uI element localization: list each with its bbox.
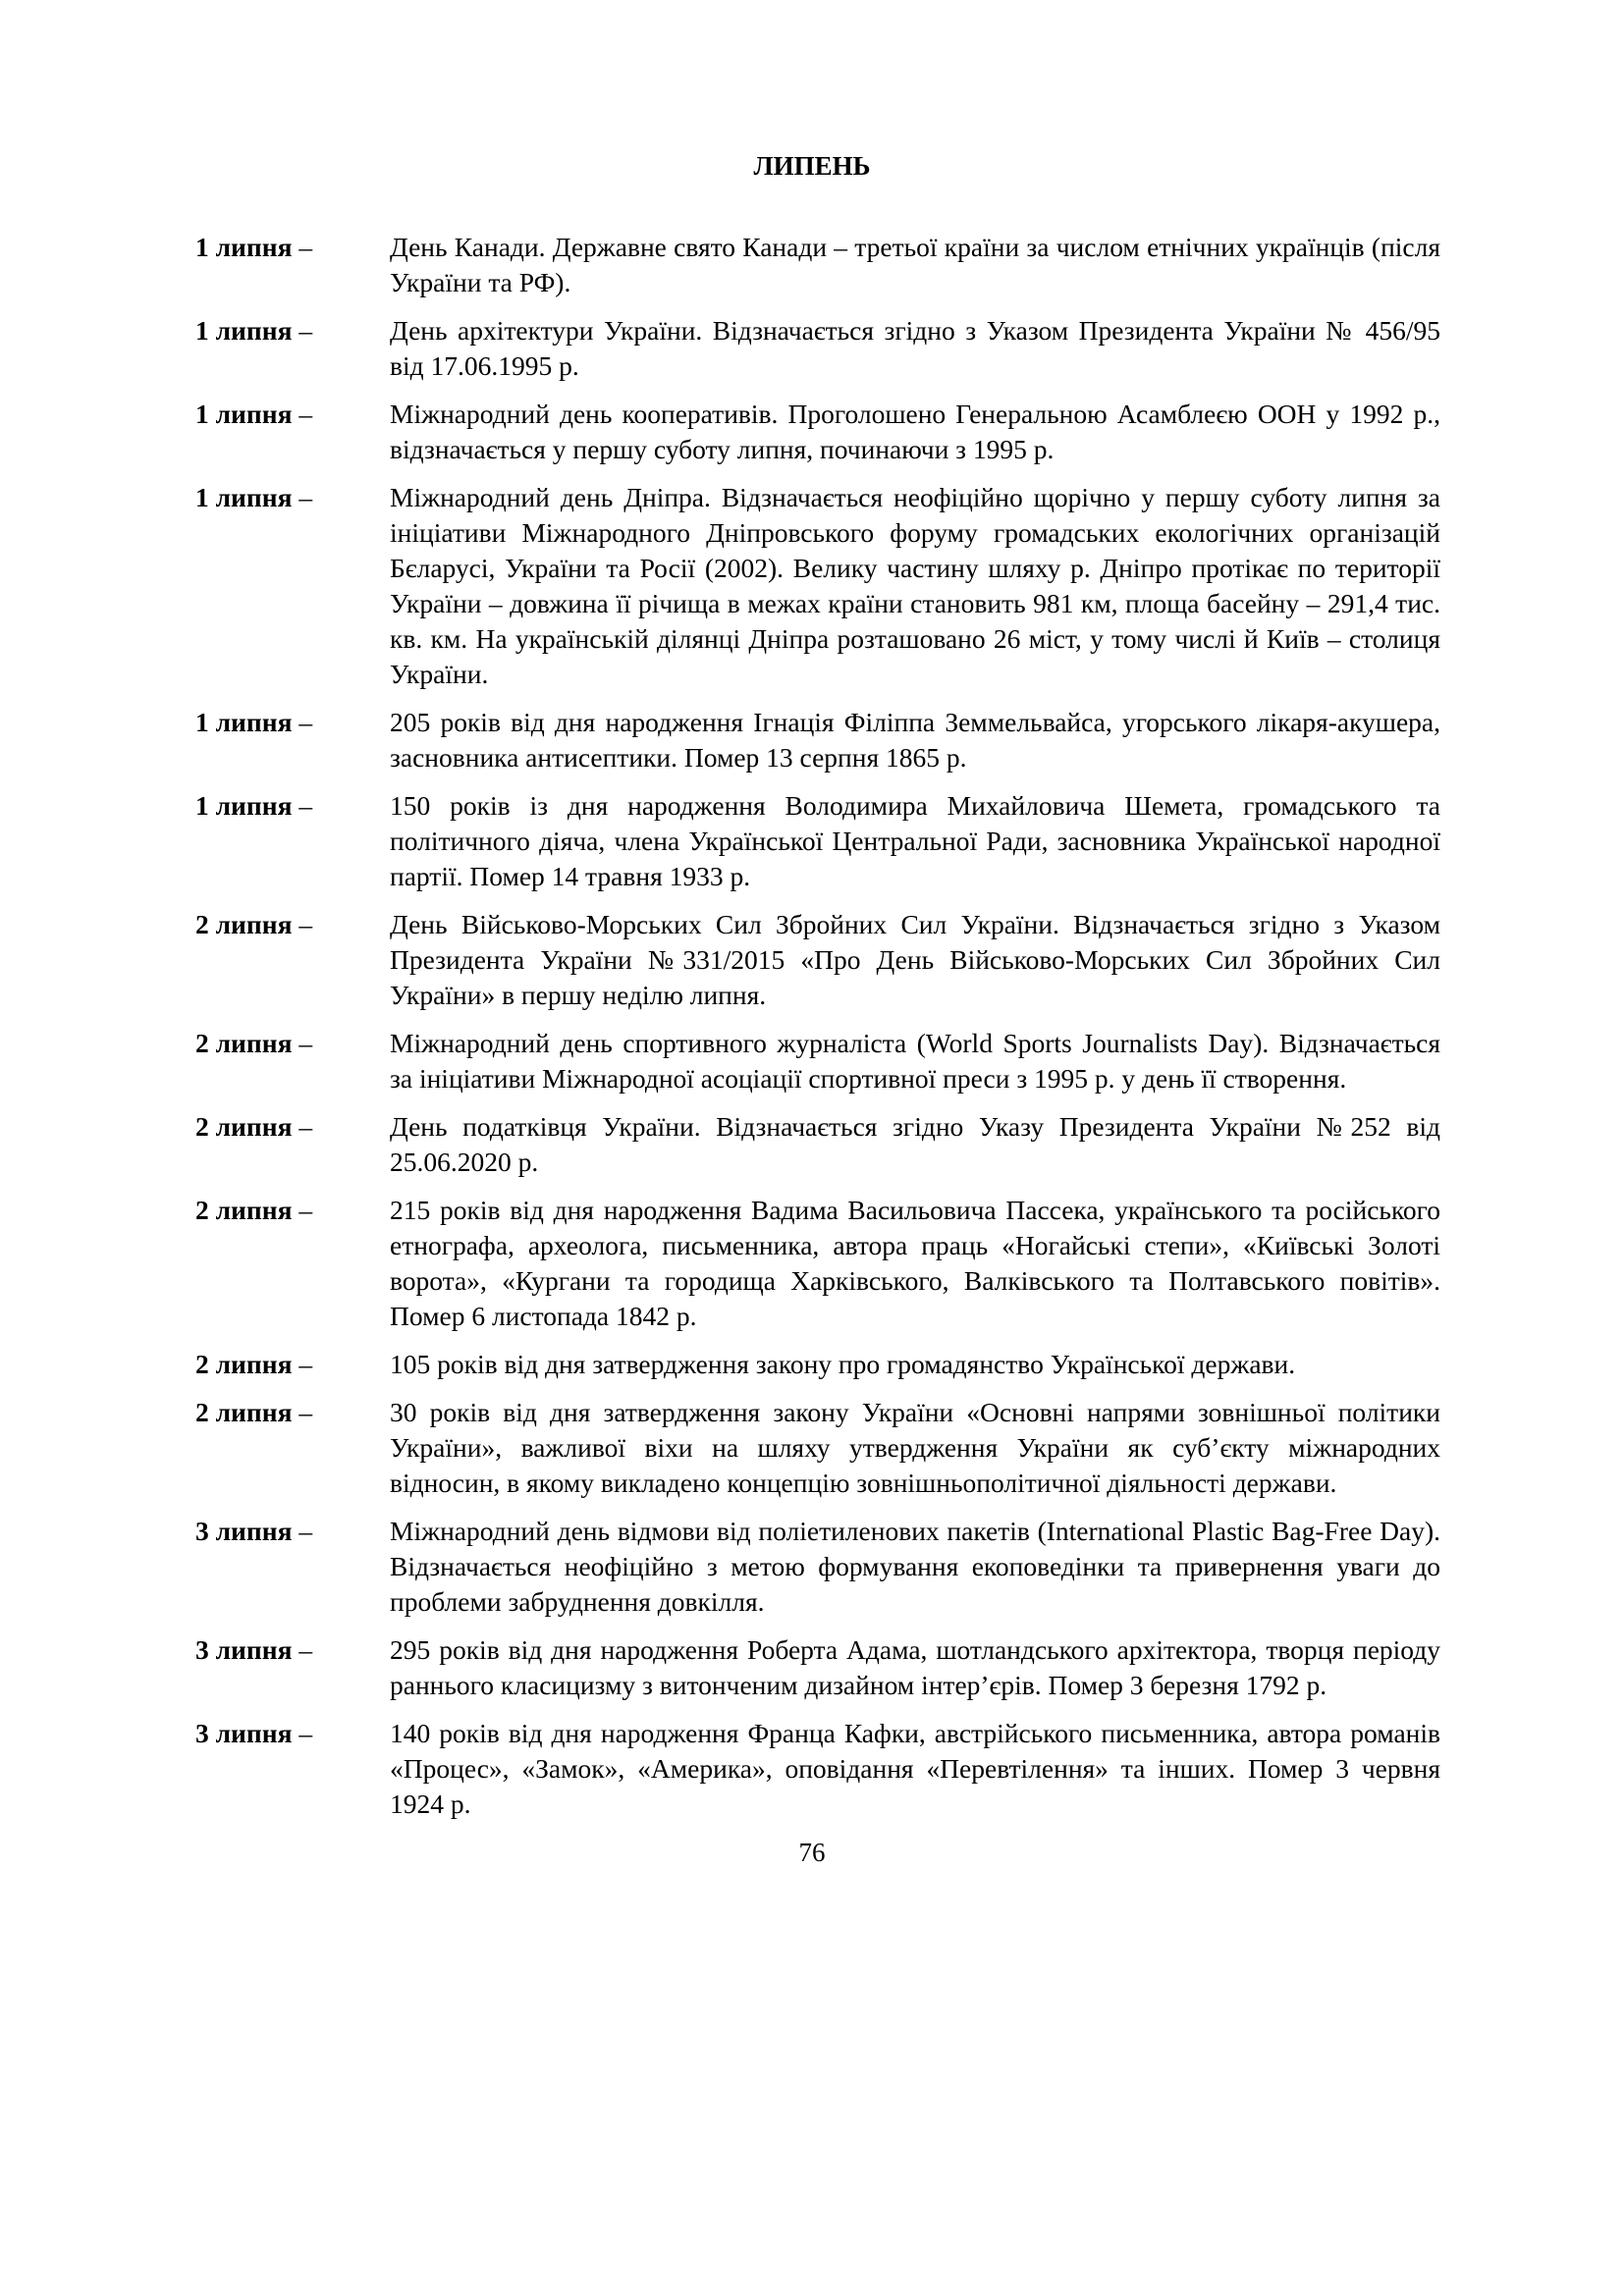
entry-text: День архітектури України. Відзначається згідно з Указом Президента України № 456/95 від 17.06.1995 р.	[390, 315, 1440, 381]
entry-text: 30 років від дня затвердження закону України «Основні напрями зовнішньої політики України», важливої віхи на шляху утвердження України як суб’єкту міжнародних відносин, в якому викладено концепцію зовнішньополітичної діяльності держави.	[390, 1397, 1440, 1498]
page-number: 76	[798, 1838, 826, 1867]
page-title: ЛИПЕНЬ	[753, 151, 871, 181]
entry-date: 3 липня	[195, 1516, 293, 1546]
entry-date: 1 липня	[195, 790, 293, 821]
entry-text: День податківця України. Відзначається згідно Указу Президента України №252 від 25.06.2020 р.	[390, 1111, 1440, 1177]
calendar-entry: 1 липня – День архітектури України. Відзначається згідно з Указом Президента України № 456/95 від 17.06.1995 р.	[195, 315, 1440, 381]
calendar-entry: 3 липня – Міжнародний день відмови від поліетиленових пакетів (International Plastic Bag-Free Day). Відзначається неофіційно з метою формування екоповедінки та привернення уваги до проблеми забруднення довкілля.	[195, 1516, 1440, 1617]
entry-text: 105 років від дня затвердження закону про громадянство Української держави.	[390, 1349, 1296, 1379]
entry-text: 205 років від дня народження Ігнація Філіппа Земмельвайса, угорського лікаря-акушера, засновника антисептики. Помер 13 серпня 1865 р.	[390, 707, 1440, 773]
entry-text: Міжнародний день Дніпра. Відзначається неофіційно щорічно у першу суботу липня за ініціативи Міжнародного Дніпровського форуму громадських екологічних організацій Бєларусі, України та Росії (2002). Велику частину шляху р. Дніпро протікає по території України – довжина її річища в межах країни становить 981 км, площа басейну – 291,4 тис. кв. км. На українській ділянці Дніпра розташовано 26 міст, у тому числі й Київ – столиця України.	[390, 482, 1440, 689]
calendar-entry: 3 липня – 140 років від дня народження Франца Кафки, австрійського письменника, автора романів «Процес», «Замок», «Америка», оповідання «Перевтілення» та інших. Помер 3 червня 1924 р.	[195, 1718, 1440, 1819]
entry-date: 1 липня	[195, 707, 293, 737]
calendar-entry: 1 липня – 150 років із дня народження Володимира Михайловича Шемета, громадського та політичного діяча, члена Української Центральної Ради, засновника Української народної партії. Помер 14 травня 1933 р.	[195, 790, 1440, 891]
entry-date: 1 липня	[195, 482, 293, 512]
entry-date: 3 липня	[195, 1718, 293, 1748]
entry-text: День Канади. Державне свято Канади – третьої країни за числом етнічних українців (після України та РФ).	[390, 232, 1440, 297]
entry-text: 295 років від дня народження Роберта Адама, шотландського архітектора, творця періоду раннього класицизму з витонченим дизайном інтер’єрів. Помер 3 березня 1792 р.	[390, 1634, 1440, 1700]
calendar-entry: 1 липня – День Канади. Державне свято Канади – третьої країни за числом етнічних українців (після України та РФ).	[195, 232, 1440, 297]
entry-text: 140 років від дня народження Франца Кафки, австрійського письменника, автора романів «Процес», «Замок», «Америка», оповідання «Перевтілення» та інших. Помер 3 червня 1924 р.	[390, 1718, 1440, 1819]
calendar-entry: 1 липня – 205 років від дня народження Ігнація Філіппа Земмельвайса, угорського лікаря-акушера, засновника антисептики. Помер 13 серпня 1865 р.	[195, 707, 1440, 773]
calendar-entry-list	[195, 230, 1440, 1835]
calendar-entry: 2 липня – День податківця України. Відзначається згідно Указу Президента України №252 від 25.06.2020 р.	[195, 1111, 1440, 1177]
entry-date: 2 липня	[195, 1111, 293, 1142]
entry-text: Міжнародний день кооперативів. Проголошено Генеральною Асамблеєю ООН у 1992 р., відзначається у першу суботу липня, починаючи з 1995 р.	[390, 399, 1440, 464]
calendar-entry: 2 липня – 215 років від дня народження Вадима Васильовича Пассека, українського та російського етнографа, археолога, письменника, автора праць «Ногайські степи», «Київські Золоті ворота», «Кургани та городища Харківського, Валківського та Полтавського повітів». Помер 6 листопада 1842 р.	[195, 1195, 1440, 1331]
calendar-entry: 3 липня – 295 років від дня народження Роберта Адама, шотландського архітектора, творця періоду раннього класицизму з витонченим дизайном інтер’єрів. Помер 3 березня 1792 р.	[195, 1634, 1440, 1700]
entry-date: 2 липня	[195, 1349, 293, 1379]
calendar-entry: 2 липня – Міжнародний день спортивного журналіста (World Sports Journalists Day). Відзначається за ініціативи Міжнародної асоціації спортивної преси з 1995 р. у день її створення.	[195, 1028, 1440, 1094]
entry-text: Міжнародний день відмови від поліетиленових пакетів (International Plastic Bag-Free Day). Відзначається неофіційно з метою формування екоповедінки та привернення уваги до проблеми забруднення довкілля.	[390, 1516, 1440, 1617]
entry-date: 2 липня	[195, 1397, 293, 1427]
entry-text: Міжнародний день спортивного журналіста (World Sports Journalists Day). Відзначається за ініціативи Міжнародної асоціації спортивної преси з 1995 р. у день її створення.	[390, 1028, 1440, 1094]
entry-date: 2 липня	[195, 1028, 293, 1058]
calendar-entry: 1 липня – Міжнародний день Дніпра. Відзначається неофіційно щорічно у першу суботу липня за ініціативи Міжнародного Дніпровського форуму громадських екологічних організацій Бєларусі, України та Росії (2002). Велику частину шляху р. Дніпро протікає по території України – довжина її річища в межах країни становить 981 км, площа басейну – 291,4 тис. кв. км. На українській ділянці Дніпра розташовано 26 міст, у тому числі й Київ – столиця України.	[195, 482, 1440, 689]
entry-text: 150 років із дня народження Володимира Михайловича Шемета, громадського та політичного діяча, члена Української Центральної Ради, засновника Української народної партії. Помер 14 травня 1933 р.	[390, 790, 1440, 891]
entry-text: 215 років від дня народження Вадима Васильовича Пассека, українського та російського етнографа, археолога, письменника, автора праць «Ногайські степи», «Київські Золоті ворота», «Кургани та городища Харківського, Валківського та Полтавського повітів». Помер 6 листопада 1842 р.	[390, 1195, 1440, 1331]
entry-date: 1 липня	[195, 399, 293, 429]
calendar-entry: 2 липня – 105 років від дня затвердження закону про громадянство Української держави.	[195, 1349, 1296, 1379]
entry-date: 3 липня	[195, 1634, 293, 1665]
entry-date: 1 липня	[195, 315, 293, 346]
entry-text: День Військово-Морських Сил Збройних Сил України. Відзначається згідно з Указом Президента України №331/2015 «Про День Військово-Морських Сил Збройних Сил України» в першу неділю липня.	[390, 909, 1440, 1010]
entry-date: 1 липня	[195, 232, 293, 262]
entry-date: 2 липня	[195, 1195, 293, 1225]
calendar-entry: 1 липня – Міжнародний день кооперативів. Проголошено Генеральною Асамблеєю ООН у 1992 р., відзначається у першу суботу липня, починаючи з 1995 р.	[195, 399, 1440, 464]
calendar-entry: 2 липня – 30 років від дня затвердження закону України «Основні напрями зовнішньої політики України», важливої віхи на шляху утвердження України як суб’єкту міжнародних відносин, в якому викладено концепцію зовнішньополітичної діяльності держави.	[195, 1397, 1440, 1498]
calendar-entry: 2 липня – День Військово-Морських Сил Збройних Сил України. Відзначається згідно з Указом Президента України №331/2015 «Про День Військово-Морських Сил Збройних Сил України» в першу неділю липня.	[195, 909, 1440, 1010]
entry-date: 2 липня	[195, 909, 293, 939]
